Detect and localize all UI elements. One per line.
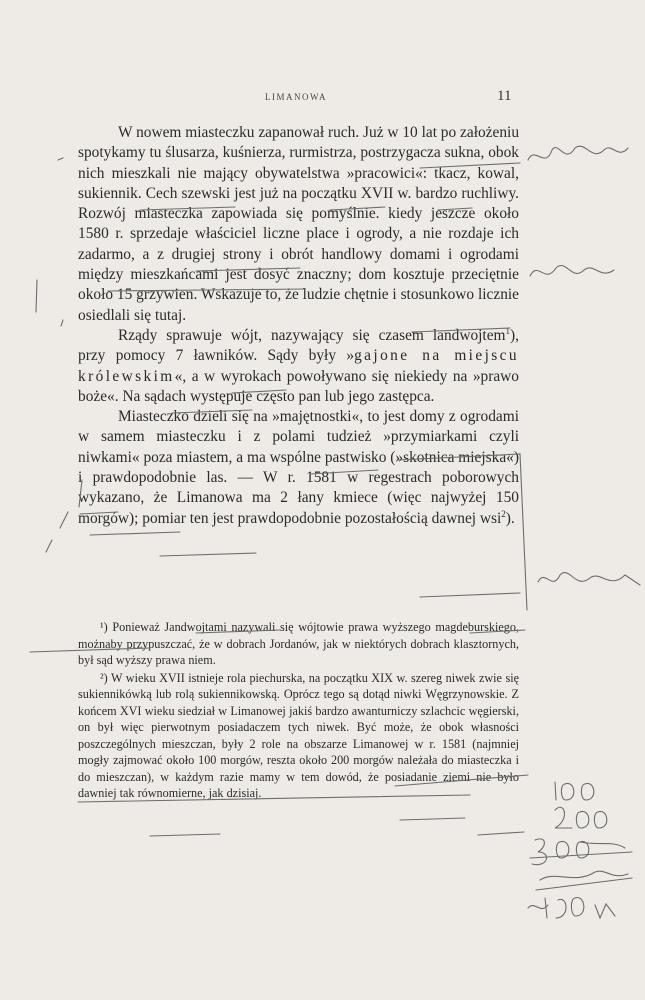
bracket-mark xyxy=(46,540,52,552)
handwriting-mark xyxy=(536,878,632,890)
underline-mark xyxy=(420,593,520,597)
running-head: LIMANOWA xyxy=(265,92,327,102)
footnote-1: ¹) Ponieważ Jandwojtami nazywali się wójtowie prawa wyższego magdeburskiego, możnaby przypuszczać, że w dobrach Jordanów, jak w niektórych dobrach klasztornych, był sąd wyższy prawa niem. xyxy=(78,620,519,667)
handwriting-mark xyxy=(538,573,640,585)
paragraph-1: W nowem miasteczku zapanował ruch. Już w 10 lat po założeniu spotykamy tu ślusarza, kuśnierza, rurmistrza, postrzygacza sukna, obok nich mieszkali nie mający obywatelstwa »pracowici«: tkacz, kowal, sukiennik. Cech szewski jest już na początku XVII w. bardzo ruchliwy. Rozwój miasteczka zapowiada się pomyślnie. kiedy jeszcze około 1580 r. sprzedaje właściciel liczne place i ogrody, a nie rozdaje ich zadarmo, a z drugiej strony i obrót handlowy domami i ogrodami między mieszkańcami jest dosyć znaczny; dom kosztuje przeciętnie około 15 grzywien. Wskazuje to, że ludzie chętnie i stosunkowo licznie osiedlali się tutaj. xyxy=(78,124,520,324)
handwriting-mark xyxy=(528,146,628,160)
bracket-mark xyxy=(36,280,37,312)
paragraph-2-text-b: ), przy pomocy 7 ławników. Sądy były » xyxy=(78,326,519,365)
underline-mark xyxy=(90,532,180,535)
handwriting-mark xyxy=(530,852,632,858)
paragraph-2-text-a: Rządy sprawuje wójt, nazywający się czasem landwojtem xyxy=(118,326,506,344)
handwriting-mark xyxy=(528,905,548,909)
underline-mark xyxy=(400,818,465,820)
footnote-2: ²) W wieku XVII istnieje rola piechurska, na początku XIX w. szereg niwek zwie się sukiennikówką lub rolą sukiennikowską. Oprócz tego są dotąd niwki Węgrzynowskie. Z końcem XVI wieku siedział w Limanowej jakiś bardzo awanturniczy szlachcic węgierski, on był więc pierwotnym posiadaczem tych niwek. Być może, że obok własności poszczególnych mieszczan, były 2 role na obszarze Limanowej w r. 1581 (najmniej mogły zajmować około 100 morgów, reszta około 200 morgów należała do miasteczka i do mieszczan), w każdym razie mamy w tem dowód, że posiadanie ziemi nie było dawniej tak równomierne, jak dzisiaj. xyxy=(78,670,519,800)
paragraph-2-spaced-phrase: gajone na miejscu królewskim xyxy=(78,347,519,385)
bracket-mark xyxy=(61,320,63,326)
handwriting-mark xyxy=(540,871,628,880)
body-text xyxy=(78,123,519,529)
paragraph-3-text-a: Miasteczko dzieli się na »majętnostki«, to jest domy z ogrodami w samem miasteczku i z polami tudzież »przymiarkami czyli niwkami« poza miastem, a ma wspólne pastwisko (»skotnica miejska«) i prawdopodobnie las. — W r. 1581 w regestrach poborowych wykazano, że Limanowa ma 2 łany kmiece (więc najwyżej 150 morgów); pomiar ten jest prawdopodobnie pozostałością dawnej wsi xyxy=(78,408,519,527)
paragraph-3 xyxy=(78,407,519,529)
underline-mark xyxy=(478,832,524,835)
paragraph-3-text-b: ). xyxy=(505,509,515,527)
underline-mark xyxy=(150,834,220,836)
paragraph-2-text-c: «, a w wyrokach powoływano się niekiedy na »prawo boże«. Na sądach występuje często pan lub jego zastępca. xyxy=(78,367,519,405)
page-number: 11 xyxy=(497,88,512,104)
handwriting-mark xyxy=(545,898,615,918)
handwriting-mark xyxy=(555,807,607,828)
paragraph-2 xyxy=(78,326,519,407)
footnote-ref-1: 1 xyxy=(505,325,511,336)
footnotes xyxy=(78,619,519,803)
handwriting-mark xyxy=(532,839,625,865)
handwriting-mark xyxy=(530,265,614,276)
bracket-mark xyxy=(58,158,63,160)
handwriting-mark xyxy=(555,782,594,800)
bracket-mark xyxy=(60,512,68,528)
footnote-ref-2: 2 xyxy=(501,508,506,519)
underline-mark xyxy=(160,553,256,556)
